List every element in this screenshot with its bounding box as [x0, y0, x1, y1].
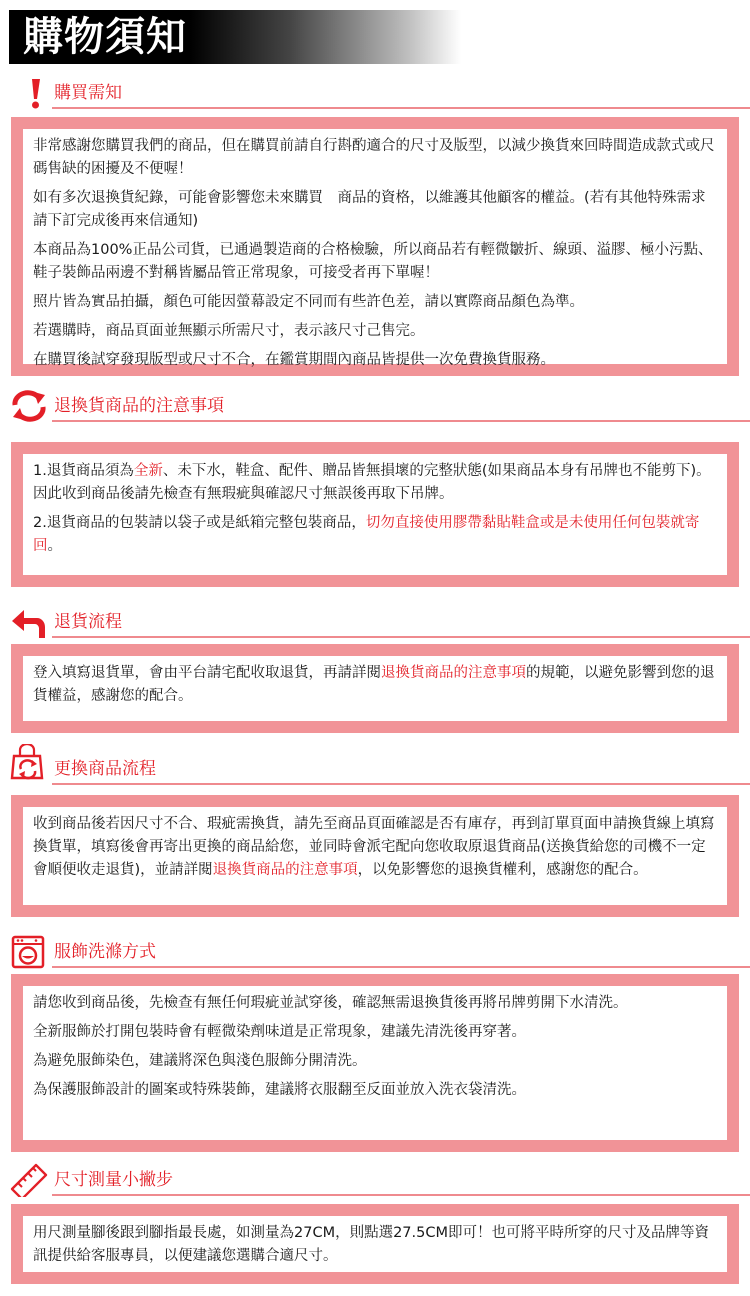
- section-title: 服飾洗滌方式: [54, 942, 156, 962]
- highlight-text: 全新: [133, 463, 163, 479]
- shopping-bag-exchange-icon: [10, 752, 48, 786]
- section-header-measure: [10, 1163, 750, 1197]
- paragraph: 在購買後試穿發現版型或尺寸不合，在鑑賞期間內商品皆提供一次免費換貨服務。: [33, 352, 555, 368]
- measure-panel: [11, 1204, 739, 1284]
- highlight-text: 切勿直接使用膠帶黏貼鞋盒或是未使用任何包裝就寄回: [33, 515, 700, 554]
- text-segment: 的規範，以避免影響到您的退貨權益，感謝您的配合。: [33, 665, 715, 704]
- section-divider: [52, 966, 750, 968]
- paragraph: 為避免服飾染色，建議將深色與淺色服飾分開清洗。: [33, 1053, 367, 1069]
- section-title: 購買需知: [54, 83, 122, 103]
- return-arrow-icon: [10, 605, 48, 639]
- text-segment: 登入填寫退貨單，會由平台請宅配收取退貨，再請詳閱: [33, 665, 381, 681]
- section-header-washing: [10, 935, 750, 969]
- paragraph: [33, 813, 717, 882]
- paragraph: 全新服飾於打開包裝時會有輕微染劑味道是正常現象，建議先清洗後再穿著。: [33, 1024, 526, 1040]
- text-segment: 、未下水，鞋盒、配件、贈品皆無損壞的完整狀態(如果商品本身有吊牌也不能剪下)。因此收到商品後請先檢查有無瑕疵與確認尺寸無誤後再取下吊牌。: [33, 463, 711, 502]
- section-header-return-notes: [10, 389, 750, 423]
- section-title: 尺寸測量小撇步: [54, 1170, 173, 1190]
- paragraph: 本商品為100%正品公司貨，已通過製造商的合格檢驗，所以商品若有輕微皺折、線頭、溢膠、極小污點、鞋子裝飾品兩邊不對稱皆屬品管正常現象，可接受者再下單喔！: [33, 242, 713, 281]
- measure-content: [23, 1216, 727, 1272]
- section-header-exchange-flow: [10, 752, 750, 786]
- washing-machine-icon: [10, 935, 48, 969]
- text-segment: 收到商品後若因尺寸不合、瑕疵需換貨，請先至商品頁面確認是否有庫存，再到訂單頁面申請換貨線上填寫換貨單，填寫後會再寄出更換的商品給您，並同時會派宅配向您收取原退貨商品(送換貨給您的司機不一定會順便收走退貨)，並請詳閱: [33, 816, 715, 878]
- notice-content: [23, 129, 727, 368]
- section-title: 退貨流程: [54, 612, 122, 632]
- section-divider: [52, 107, 750, 109]
- paragraph: 若選購時，商品頁面並無顯示所需尺寸，表示該尺寸己售完。: [33, 323, 425, 339]
- highlight-text: 退換貨商品的注意事項: [212, 862, 358, 878]
- return-flow-panel: [11, 644, 739, 733]
- section-divider: [52, 783, 750, 785]
- section-divider: [52, 636, 750, 638]
- exclamation-icon: [10, 76, 48, 110]
- text-segment: 1.退貨商品須為: [33, 463, 134, 479]
- washing-panel: [11, 974, 739, 1152]
- section-title: 更換商品流程: [54, 759, 156, 779]
- paragraph: 為保護服飾設計的圖案或特殊裝飾，建議將衣服翻至反面並放入洗衣袋清洗。: [33, 1082, 526, 1098]
- paragraph: 照片皆為實品拍攝，顏色可能因螢幕設定不同而有些許色差，請以實際商品顏色為準。: [33, 294, 584, 310]
- page-title: 購物須知: [23, 14, 187, 60]
- text-segment: ，以免影響您的退換貨權利，感謝您的配合。: [357, 862, 648, 878]
- refresh-arrows-icon: [10, 389, 48, 423]
- paragraph: [33, 460, 717, 506]
- notice-panel: [11, 117, 739, 376]
- section-divider: [52, 420, 750, 422]
- exchange-flow-panel: [11, 795, 739, 917]
- paragraph: 如有多次退換貨紀錄，可能會影響您未來購買 商品的資格，以維護其他顧客的權益。(若有其他特殊需求請下訂完成後再來信通知): [33, 190, 706, 229]
- exchange-flow-content: [23, 807, 727, 905]
- text-segment: 2.退貨商品的包裝請以袋子或是紙箱完整包裝商品，: [33, 515, 366, 531]
- section-divider: [52, 1194, 750, 1196]
- paragraph: 用尺測量腳後跟到腳指最長處，如測量為27CM，則點選27.5CM即可！也可將平時所穿的尺寸及品牌等資訊提供給客服專員，以便建議您選購合適尺寸。: [33, 1225, 710, 1264]
- section-header-notice: [10, 76, 750, 110]
- paragraph: 非常感謝您購買我們的商品，但在購買前請自行斟酌適合的尺寸及版型，以減少換貨來回時間造成款式或尺碼售缺的困擾及不便喔！: [33, 138, 715, 177]
- return-notes-panel: [11, 442, 739, 587]
- highlight-text: 退換貨商品的注意事項: [381, 665, 526, 681]
- washing-content: [23, 986, 727, 1140]
- paragraph: [33, 512, 717, 558]
- return-flow-content: [23, 656, 727, 721]
- ruler-icon: [10, 1163, 48, 1197]
- section-header-return-flow: [10, 605, 750, 639]
- section-title: 退換貨商品的注意事項: [54, 396, 224, 416]
- page-banner: [9, 10, 461, 64]
- paragraph: [33, 662, 717, 708]
- text-segment: 。: [47, 538, 62, 554]
- paragraph: 請您收到商品後，先檢查有無任何瑕疵並試穿後，確認無需退換貨後再將吊牌剪開下水清洗。: [33, 995, 628, 1011]
- return-notes-content: [23, 454, 727, 575]
